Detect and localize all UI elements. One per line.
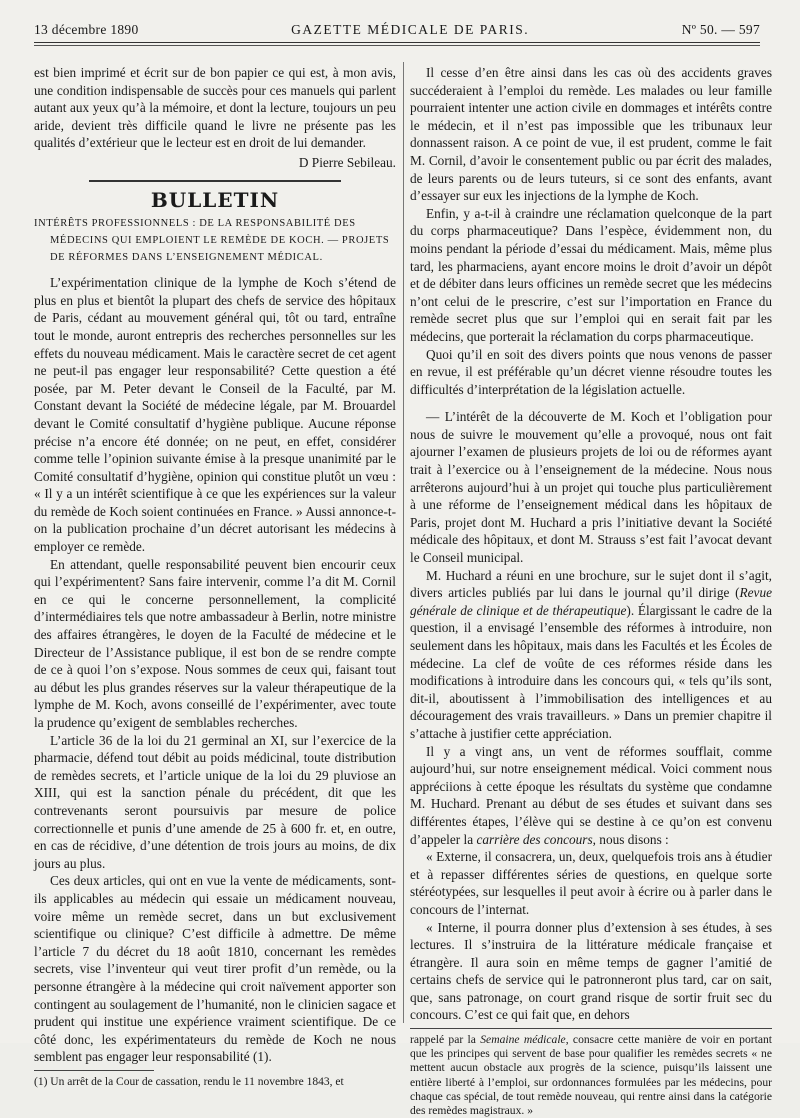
author-signature: D Pierre Sebileau. — [298, 154, 396, 170]
paragraph: Quoi qu’il en soit des divers points que nous venons de passer en revue, il est préférable qu’un décret vienne résoudre toutes les difficultés d’interprétation de la législation actuelle. — [410, 346, 772, 397]
journal-title: GAZETTE MÉDICALE DE PARIS. — [291, 22, 530, 37]
page-header — [34, 20, 760, 40]
issue-date: 13 décembre 1890 — [34, 22, 139, 37]
spacer — [410, 398, 772, 408]
journal-name: Semaine médicale — [480, 1033, 566, 1047]
footnote: (1) Un arrêt de la Cour de cassation, rendu le 11 novembre 1843, et — [34, 1075, 344, 1088]
subheading-line-2: MÉDECINS QUI EMPLOIENT LE REMÈDE DE KOCH. — PROJETS — [50, 235, 390, 247]
text-run: , consacre cette manière de voir en portant que les principes qui servent de base pour qualifier les remèdes secrets « ne mettent aucun obstacle aux progrès de la science, puisqu’ils laissent une entière liberté à l’emploi, sur ordonnances formulées par les médecins, pour chaque cas spécial, de tout remède nouveau, qui rentre ainsi dans la catégorie des remèdes magistraux. » — [410, 1033, 772, 1118]
journal-name: Revue générale de clinique et de thérapeutique — [410, 585, 772, 618]
paragraph: — L’intérêt de la découverte de M. Koch et l’obligation pour nous de suivre le mouvement qu’elle a provoqué, nous ont fait ajourner l’examen de plusieurs projets de loi ou de réformes ayant trait à l’exercice ou à l’enseignement de la médecine. Nous nous arrêterons aujourd’hui à un projet qui touche plus particulièrement à une réforme de l’enseignement médical dans les hôpitaux de Paris, projet dont M. Huchard a pris l’initiative devant la Société médicale des hôpitaux, et dont M. Strauss s’est fait l’avocat devant le Conseil municipal. — [410, 409, 772, 566]
subheading-line-3: DE RÉFORMES DANS L’ENSEIGNEMENT MÉDICAL. — [50, 252, 323, 264]
text-run: rappelé par la — [410, 1033, 481, 1047]
right-column — [410, 64, 772, 1118]
column-divider — [403, 62, 404, 1023]
text-run: ). Élargissant le cadre de la question, il a envisagé l’ensemble des réformes à introduire, non seulement dans les hôpitaux, mais dans les Facultés et les Écoles de médecine. La clef de voûte de ces réformes réside dans les modifications à introduire dans les concours qui, « tels qu’ils sont, dit-il, aboutissent à l’immobilisation des intelligences et au découragement des vrais travailleurs. » Dans un premier chapitre il s’attache à justifier cette appréciation. — [410, 602, 772, 741]
text-run: , nous disons : — [592, 831, 669, 847]
emphasis: carrière des concours — [476, 831, 593, 847]
section-title: BULLETIN — [150, 187, 280, 212]
article-subheading — [34, 215, 396, 266]
paragraph: Il cesse d’en être ainsi dans les cas où des accidents graves succéderaient à l’emploi du remède. Les malades ou leur famille pourraient intenter une action civile en dommages et intérêts contre le médecin, et il n’est pas impossible que les tribunaux leur donnassent raison. A ce point de vue, il est prudent, comme le fait M. Cornil, d’avoir le consentement public ou par écrit des malades, de leurs parents ou de leurs tuteurs, si ce sont des enfants, avant d’essayer sur eux les injections de la lymphe de Koch. — [410, 65, 772, 204]
header-rule — [34, 42, 760, 43]
paragraph: En attendant, quelle responsabilité peuvent bien encourir ceux qui l’expérimentent? Sans faire intervenir, comme l’a dit M. Cornil en ce qui le concerne personnellement, la complicité d’intermédiaires tels que notre ambassadeur à Berlin, notre ministre des affaires étrangères, le doyen de la Faculté de médecine et le Directeur de l’Assistance publique, il est bon de se rendre compte de ce à quoi l’on s’expose. Nous sommes de ceux qui, faisant tout au début les plus grandes réserves sur la valeur thérapeutique de la lymphe de M. Koch, avons conseillé de l’expérimenter, avec toute la prudence qu’exigent de semblables recherches. — [34, 556, 396, 730]
text-run: Il y a vingt ans, un vent de réformes soufflait, comme aujourd’hui, sur notre enseignement médical. Voici comment nous appréciions à cette époque les résultats du système que condamne M. Huchard. Prenant au début de ses études et suivant dans ses différentes étapes, l’élève qui se destine à ce qu’on est convenu d’appeler la — [410, 743, 772, 847]
paragraph — [410, 743, 772, 849]
footnote-rule — [34, 1070, 154, 1071]
paragraph: Ces deux articles, qui ont en vue la vente de médicaments, sont-ils applicables au médecin qui essaie un médicament nouveau, voire même un remède secret, dans un but exclusivement scientifique ou clinique? C’est difficile à admettre. De même l’article 7 du décret du 18 août 1810, concernant les remèdes secrets, vise l’inventeur qui veut tirer profit d’un remède, ou la personne étrangère à la médecine qui croit naïvement apporter son contingent au soulagement de l’humanité, non le clinicien sagace et prudent qui institue une expérience vraiment scientifique. De ce côté donc, les expérimentateurs du remède de Koch ne nous semblent pas engager leur responsabilité (1). — [34, 873, 396, 1065]
paragraph: « Externe, il consacrera, un, deux, quelquefois trois ans à étudier et à repasser différentes séries de questions, en quelque sorte stéréotypées, sur lesquelles il peut avoir à écrire ou à parler dans le concours de l’internat. — [410, 849, 772, 917]
paragraph: Enfin, y a-t-il à craindre une réclamation quelconque de la part du corps pharmaceutique? Dans l’espèce, évidemment non, du moins pendant la période d’essai du médicament. Mais, même plus tard, les pharmaciens, ayant encore moins le droit d’avoir un dépôt et de débiter dans leurs officines un remède secret que les médecins n’ont celui de le prescrire, c’est sur l’importation en France du remède secret plus que sur l’emploi qui en serait fait par les médecins, que porterait la réclamation du corps pharmaceutique. — [410, 205, 772, 344]
intro-paragraph: est bien imprimé et écrit sur de bon papier ce qui est, à mon avis, une condition indispensable de succès pour ces manuels qui parlent autant aux yeux qu’à la mémoire, et dont la lecture, toujours un peu aride, devient très difficile quand le livre ne présente pas les qualités d’extérieur que le lecteur est en droit de lui demander. — [34, 65, 396, 151]
text-run: M. Huchard a réuni en une brochure, sur le sujet dont il s’agit, divers articles publiés par lui dans le journal qu’il dirige ( — [410, 567, 772, 601]
subheading-line-1: INTÉRÊTS PROFESSIONNELS : DE LA RESPONSABILITÉ DES — [34, 218, 356, 230]
left-column — [34, 64, 396, 1088]
section-divider — [89, 180, 341, 182]
footnote-continuation — [410, 1028, 772, 1118]
paragraph — [410, 567, 772, 743]
paragraph: « Interne, il pourra donner plus d’extension à ses études, à ses lectures. Il s’instruira de la littérature médicale française et étrangère. Il aura soin en même temps de gagner l’amitié de certains chefs de service qui le patronneront plus tard, car on sait, que, sans patronage, on court grand risque de sortir fruit sec du concours. C’est ce qui fait que, en dehors — [410, 919, 772, 1023]
issue-number-page: Nº 50. — 597 — [681, 22, 760, 37]
paragraph: L’expérimentation clinique de la lymphe de Koch s’étend de plus en plus et bientôt la plupart des chefs de service des hôpitaux de Paris, cédant au mouvement général qui, tôt ou tard, entraîne tout le monde, auront entrepris des recherches personnelles sur les effets du nouveau médicament. Mais le caractère secret de cet agent ne peut-il pas engager leur responsabilité? Cette question a été posée, par M. Peter devant le Conseil de la Faculté, par M. Constant devant la Société de médecine légale, par M. Brouardel devant le Comité consultatif d’hygiène publique. Aucune réponse précise n’a encore été donnée; on ne peut, en effet, considérer comme telle l’opinion suivante émise à la presque unanimité par le Comité consultatif d’hygiène, opinion qui constitue plutôt un vœu : « Il y a un intérêt scientifique à ce que les expériences sur la valeur du remède de Koch soient continuées en France. » Aussi annonce-t-on la publication prochaine d’un décret autorisant les médecins à employer ce remède. — [34, 275, 396, 555]
paragraph: L’article 36 de la loi du 21 germinal an XI, sur l’exercice de la pharmacie, défend tout débit au poids médicinal, toute distribution de remèdes secrets, et l’article unique de la loi du 29 pluviose an XIII, qui est la sanction pénale du précédent, dit que les contrevenants seront poursuivis par mesure de police correctionnelle et punis d’une amende de 25 à 600 fr. et, en outre, en cas de récidive, d’une détention de trois jours au moins, de dix jours au plus. — [34, 732, 396, 871]
header-rule-second — [34, 45, 760, 46]
